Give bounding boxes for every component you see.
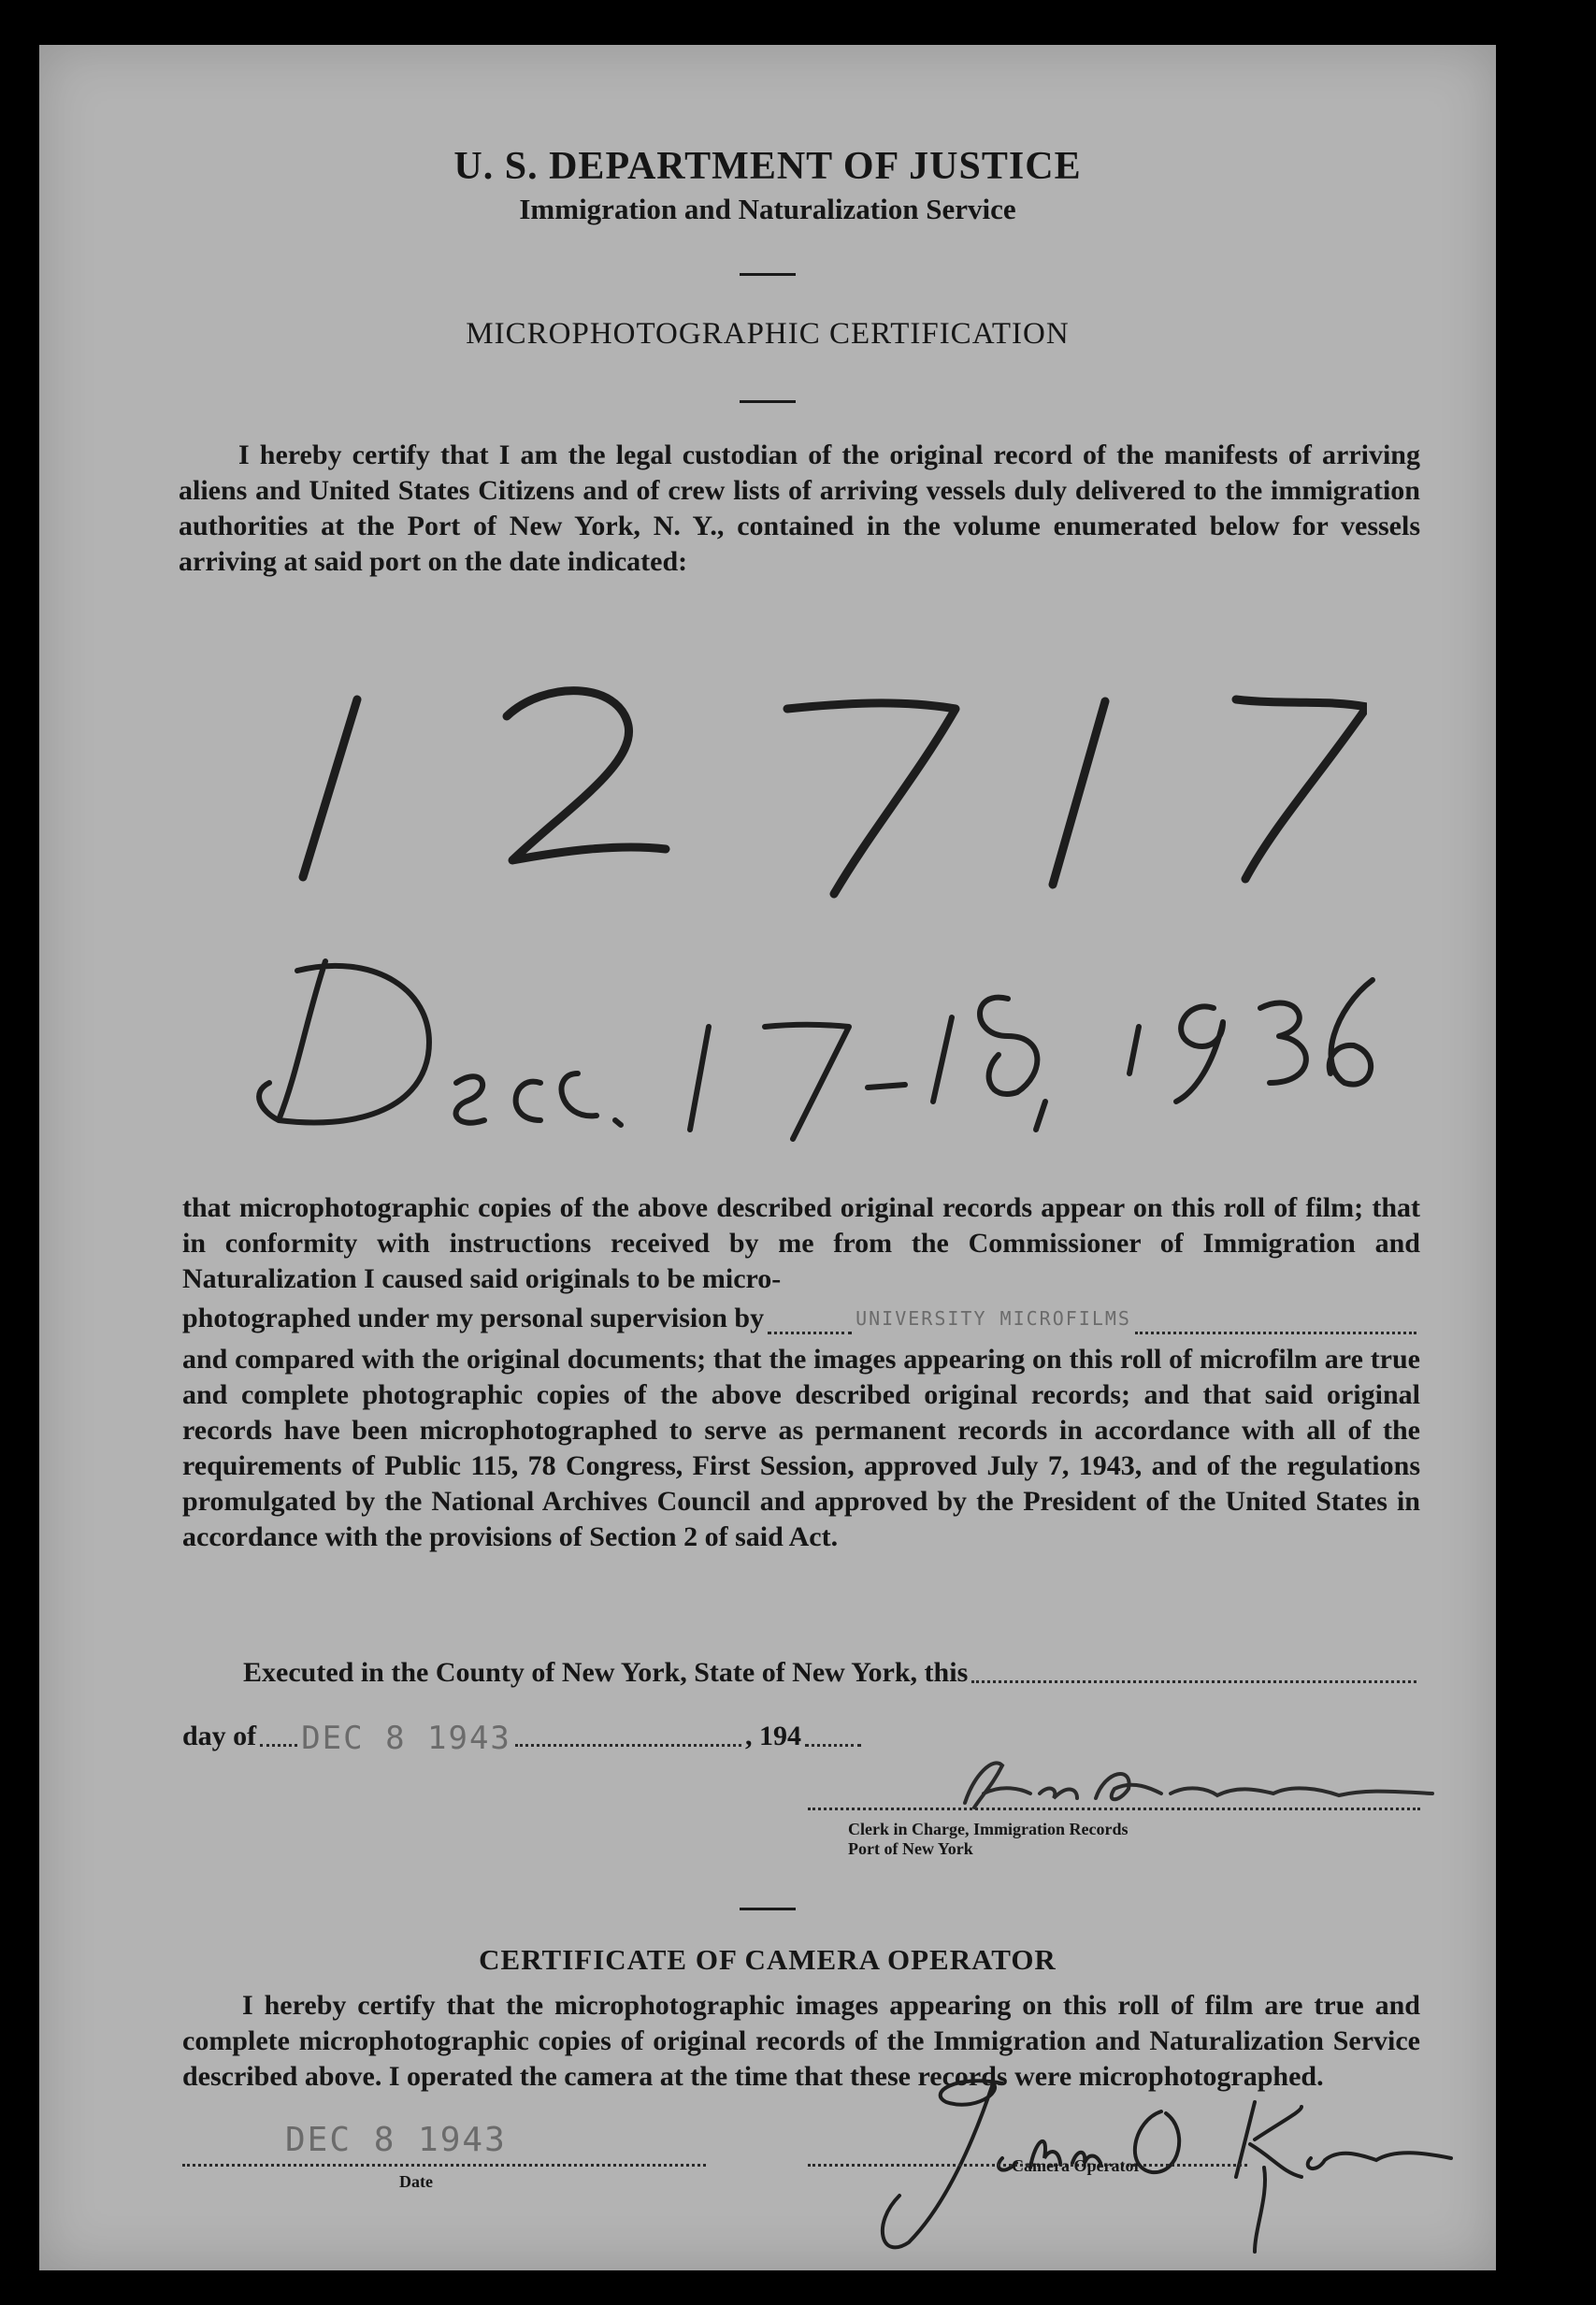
department-heading: U. S. DEPARTMENT OF JUSTICE bbox=[453, 145, 1082, 188]
form-title: MICROPHOTOGRAPHIC CERTIFICATION bbox=[466, 317, 1070, 351]
day-of-label: day of bbox=[182, 1721, 257, 1751]
clerk-title-line2: Port of New York bbox=[848, 1839, 973, 1858]
divider bbox=[740, 400, 796, 403]
operator-signature bbox=[815, 2055, 1470, 2270]
operator-label: Camera Operator bbox=[1012, 2156, 1142, 2175]
divider bbox=[740, 1908, 796, 1910]
date-field bbox=[182, 2121, 706, 2166]
day-of-line bbox=[182, 1719, 865, 1757]
execution-date-stamp: DEC 8 1943 bbox=[301, 1720, 511, 1757]
camera-date-stamp: DEC 8 1943 bbox=[285, 2121, 507, 2159]
supervision-prefix: photographed under my personal supervision by bbox=[182, 1303, 765, 1333]
clerk-title-line1: Clerk in Charge, Immigration Records bbox=[848, 1820, 1129, 1838]
year-prefix: , 194 bbox=[745, 1721, 801, 1751]
divider bbox=[740, 273, 796, 276]
camera-operator-paragraph: I hereby certify that the microphotographic images appearing on this roll of film are true and complete microphotographic copies of original records of the Immigration and Naturalization Service described above. I operated the camera at the time that these records were microphotographed. bbox=[182, 1990, 1420, 2092]
service-subheading: Immigration and Naturalization Service bbox=[519, 193, 1016, 225]
microfilm-paragraph-start: that microphotographic copies of the above described original records appear on this roll of film; that in conformity with instructions received by me from the Commissioner of Immigration and Naturalization I caused said originals to be micro- bbox=[182, 1192, 1420, 1294]
microfilm-paragraph bbox=[182, 1190, 1420, 1555]
certificate-page bbox=[39, 45, 1496, 2270]
date-label: Date bbox=[399, 2172, 433, 2191]
executed-line bbox=[243, 1655, 1420, 1691]
photographer-stamp: UNIVERSITY MICROFILMS bbox=[856, 1307, 1131, 1330]
custodian-paragraph: I hereby certify that I am the legal custodian of the original record of the manifests of arriving aliens and United States Citizens and of crew lists of arriving vessels duly delivered to the immigration authorities at the Port of New York, N. Y., contained in the volume enumerated below for vessels arriving at said port on the date indicated: bbox=[179, 439, 1420, 577]
handwritten-volume-number bbox=[226, 643, 1367, 943]
camera-operator-title: CERTIFICATE OF CAMERA OPERATOR bbox=[479, 1943, 1057, 1976]
handwritten-arrival-dates bbox=[241, 933, 1457, 1158]
executed-text: Executed in the County of New York, State of New York, this bbox=[243, 1657, 969, 1688]
clerk-signature-line bbox=[808, 1808, 1420, 1810]
clerk-title bbox=[848, 1820, 1128, 1859]
microfilm-paragraph-end: and compared with the original documents; that the images appearing on this roll of microfilm are true and complete photographic copies of the above described original records; and that said original records have been microphotographed to serve as permanent records in accordance with all of the requirements of Public 115, 78 Congress, First Session, approved July 7, 1943, and of the regulations promulgated by the National Archives Council and approved by the President of the United States in accordance with the provisions of Section 2 of said Act. bbox=[182, 1344, 1420, 1552]
